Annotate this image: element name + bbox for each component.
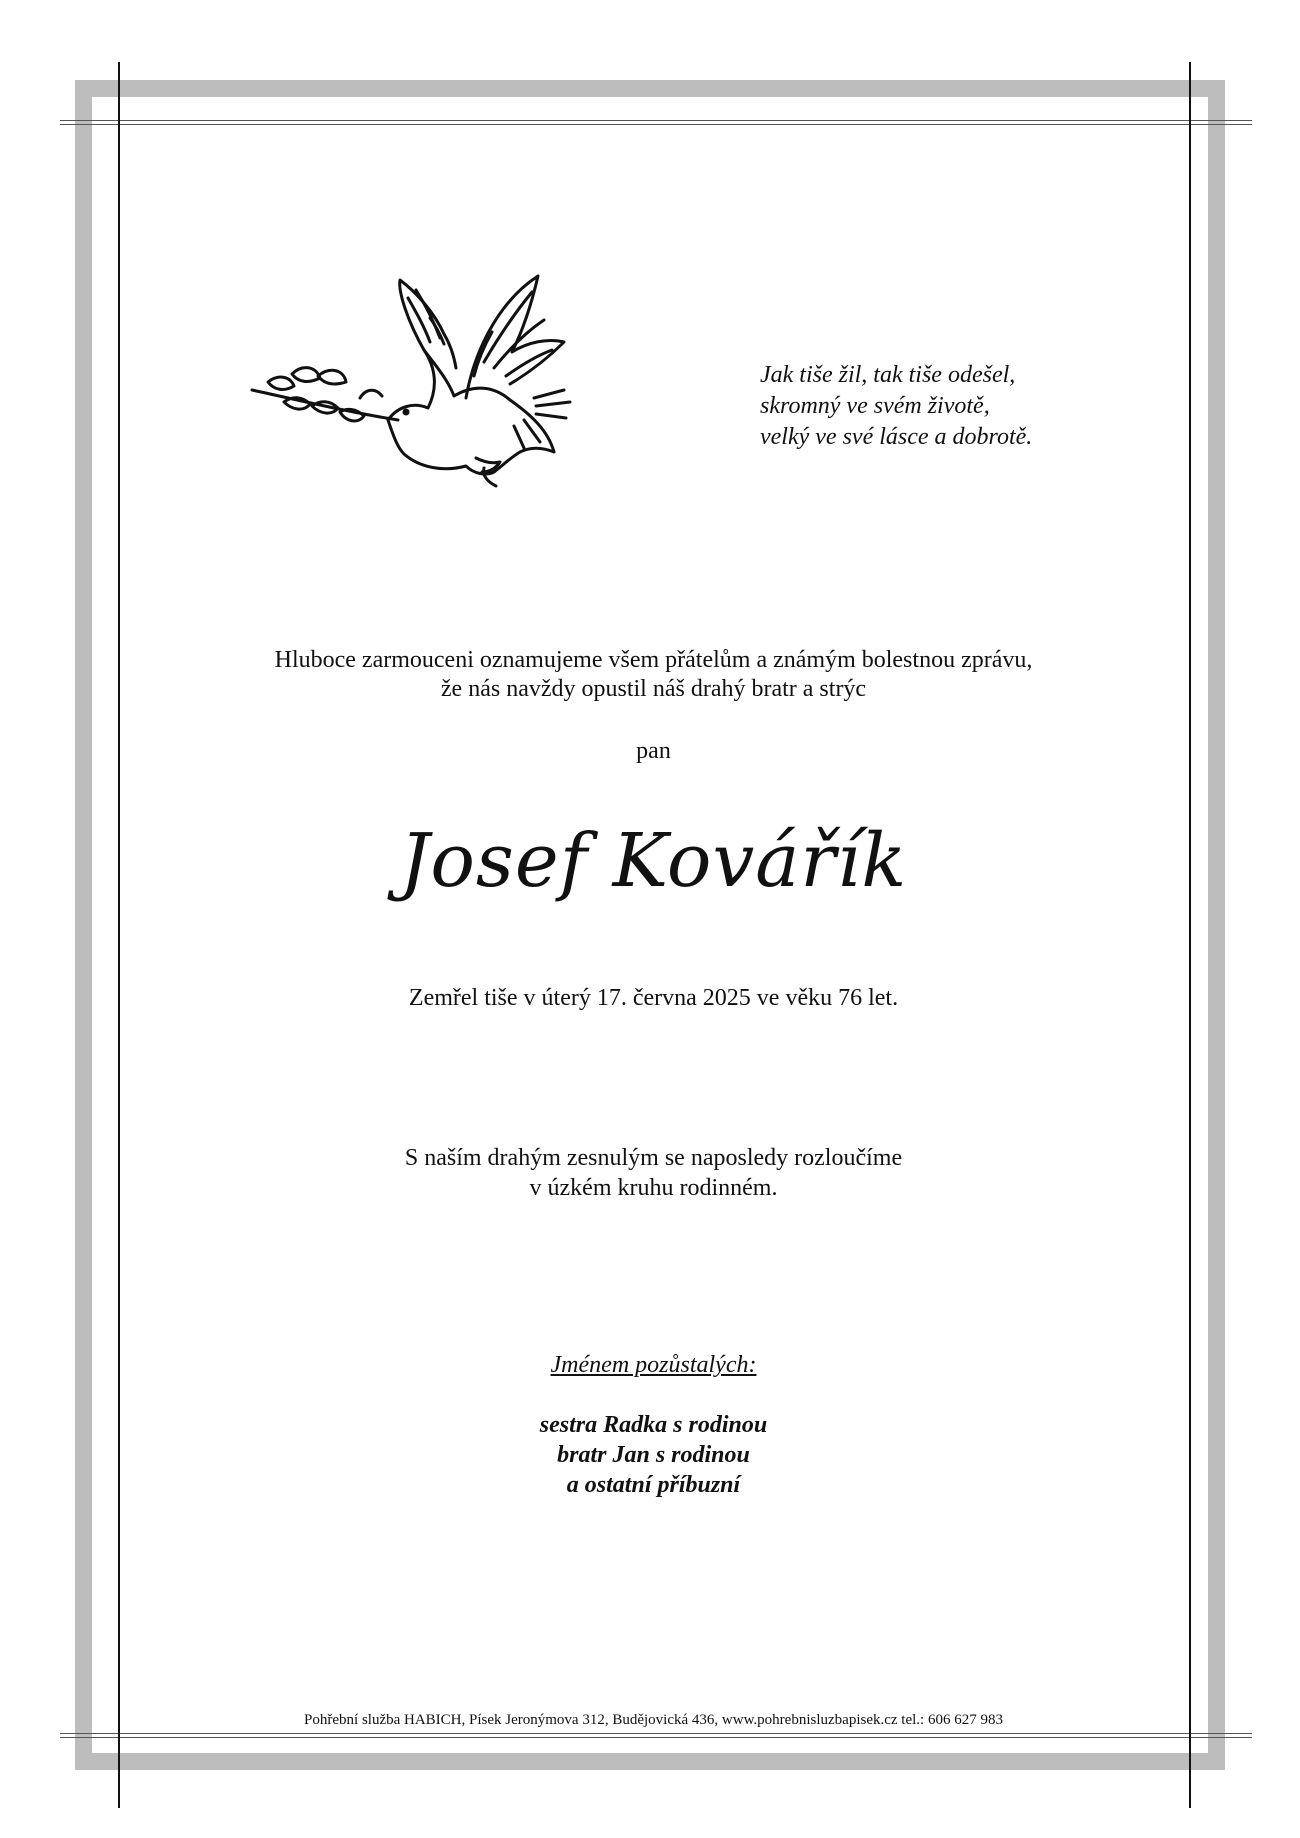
top-rule-line-2 bbox=[60, 124, 1252, 125]
relatives-list bbox=[118, 1410, 1189, 1500]
left-vertical-line bbox=[118, 62, 120, 1808]
poem-line: Jak tiše žil, tak tiše odešel, bbox=[760, 362, 1016, 388]
death-notice: Zemřel tiše v úterý 17. června 2025 ve věku 76 let. bbox=[408, 985, 899, 1011]
farewell-notice bbox=[118, 1143, 1189, 1203]
title-word: pan bbox=[636, 738, 671, 764]
right-vertical-line bbox=[1189, 62, 1191, 1808]
poem bbox=[760, 360, 1100, 453]
poem-line: velký ve své lásce a dobrotě. bbox=[760, 424, 1033, 450]
farewell-line: S naším drahým zesnulým se naposledy rozloučíme bbox=[404, 1145, 903, 1171]
relative-item: sestra Radka s rodinou bbox=[539, 1412, 768, 1438]
announcement bbox=[118, 646, 1189, 704]
bottom-rule-line-2 bbox=[60, 1737, 1252, 1738]
dove-with-olive-branch-icon bbox=[248, 272, 588, 492]
on-behalf-label: Jménem pozůstalých: bbox=[550, 1352, 757, 1378]
announcement-line: že nás navždy opustil náš drahý bratr a strýc bbox=[440, 676, 867, 702]
farewell-line: v úzkém kruhu rodinném. bbox=[529, 1175, 778, 1201]
bottom-rule-line bbox=[60, 1733, 1252, 1734]
funeral-service-footer: Pohřební služba HABICH, Písek Jeronýmova 312, Budějovická 436, www.pohrebnisluzbapisek.cz tel.: 606 627 983 bbox=[304, 1712, 1003, 1728]
deceased-name: Josef Kovářík bbox=[399, 818, 908, 904]
top-rule-line bbox=[60, 120, 1252, 121]
poem-line: skromný ve svém životě, bbox=[760, 393, 990, 419]
relative-item: a ostatní příbuzní bbox=[566, 1472, 741, 1498]
announcement-line: Hluboce zarmouceni oznamujeme všem přátelům a známým bolestnou zprávu, bbox=[274, 647, 1033, 673]
relative-item: bratr Jan s rodinou bbox=[557, 1442, 750, 1468]
